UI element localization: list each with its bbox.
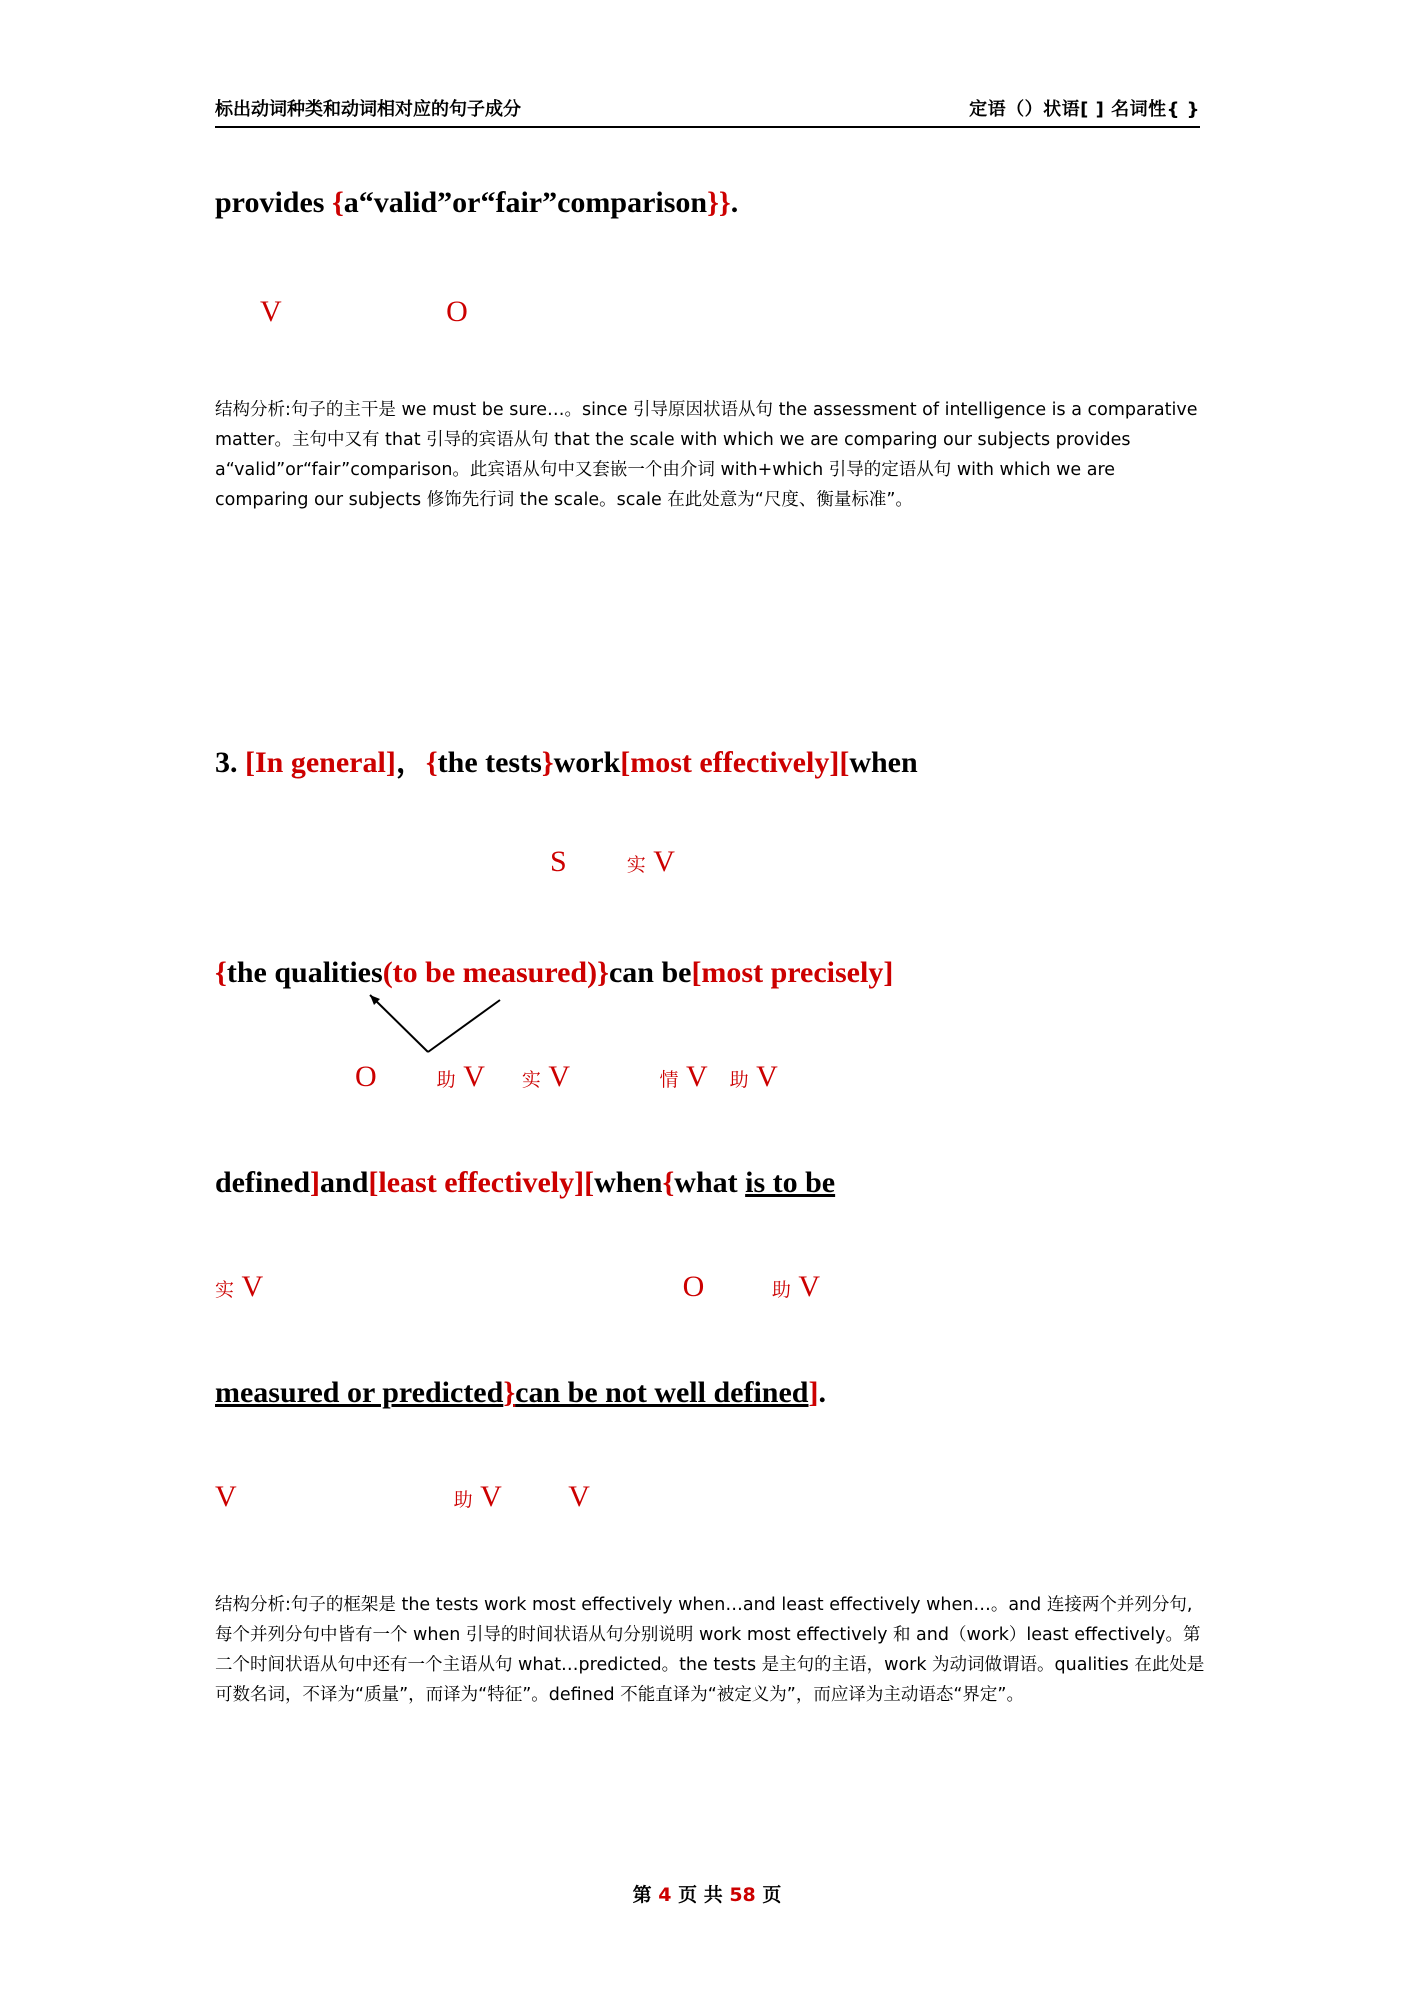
- analysis-2-label: 结构分析:: [215, 1595, 291, 1615]
- analysis-1-label: 结构分析:: [215, 400, 291, 420]
- item-3-marks-2: O 助 V 实 V 情 V 助 V: [355, 1060, 778, 1093]
- sentence-2-tail-marks: V O: [260, 295, 468, 328]
- item-3-line-4-rich: measured or predicted}can be not well defined].: [215, 1376, 826, 1409]
- header-divider: [215, 126, 1200, 128]
- item-3-line-2-rich: {the qualities(to be measured)}can be[most precisely]: [215, 956, 894, 989]
- item-3-line-1: [215, 745, 918, 781]
- analysis-paragraph-2: [215, 1590, 1210, 1710]
- footer-page-number: 4: [658, 1884, 672, 1906]
- sentence-2-tail-rich: provides {a“valid”or“fair”comparison}}.: [215, 186, 739, 219]
- analysis-2-text: 句子的框架是 the tests work most effectively when…and least effectively when…。and 连接两个并列分句, 每个并列分句中皆有一个 when 引导的时间状语从句分别说明 work most effectively 和 and（work）least effectively。第二个时间状语从句中还有一个主语从句 what…predicted。the tests 是主句的主语，work 为动词做谓语。qualities 在此处是可数名词，不译为“质量”，而译为“特征”。defined 不能直译为“被定义为”，而应译为主动语态“界定”。: [215, 1595, 1205, 1706]
- header-right-legend: 定语（）状语[ ] 名词性{ }: [969, 99, 1200, 120]
- page-header: [215, 95, 1200, 121]
- item-3-number: 3.: [215, 746, 238, 779]
- footer-suffix: 页: [762, 1884, 782, 1906]
- analysis-1-text: 句子的主干是 we must be sure…。since 引导原因状语从句 the assessment of intelligence is a comparative matter。主句中又有 that 引导的宾语从句 that the scale with which we are comparing our subjects provides a“valid”or“fair”comparison。此宾语从句中又套嵌一个由介词 with+which 引导的定语从句 with which we are comparing our subjects 修饰先行词 the scale。scale 在此处意为“尺度、衡量标准”。: [215, 400, 1198, 511]
- item-3-line-4: [215, 1375, 826, 1411]
- item-3-line-3-rich: defined]and[least effectively][when{what is to be: [215, 1166, 836, 1199]
- item-3-line-1-rich: [In general]，{the tests}work[most effectively][when: [245, 746, 918, 779]
- item-3-marks-1: S 实 V: [550, 845, 675, 878]
- footer-total-pages: 58: [729, 1884, 756, 1906]
- header-left-text: 标出动词种类和动词相对应的句子成分: [215, 99, 521, 120]
- item-3-line-3: [215, 1165, 835, 1201]
- footer-middle: 页 共: [678, 1884, 723, 1906]
- analysis-paragraph-1: [215, 395, 1205, 515]
- item-3-marks-4: V 助 V V: [215, 1480, 590, 1513]
- item-3-line-2: [215, 955, 893, 991]
- annotation-arrows: [360, 990, 560, 1060]
- item-3-marks-3: 实 V O 助 V: [215, 1270, 820, 1303]
- page-footer: [0, 1880, 1414, 1907]
- footer-prefix: 第: [632, 1884, 652, 1906]
- sentence-2-tail: [215, 185, 738, 221]
